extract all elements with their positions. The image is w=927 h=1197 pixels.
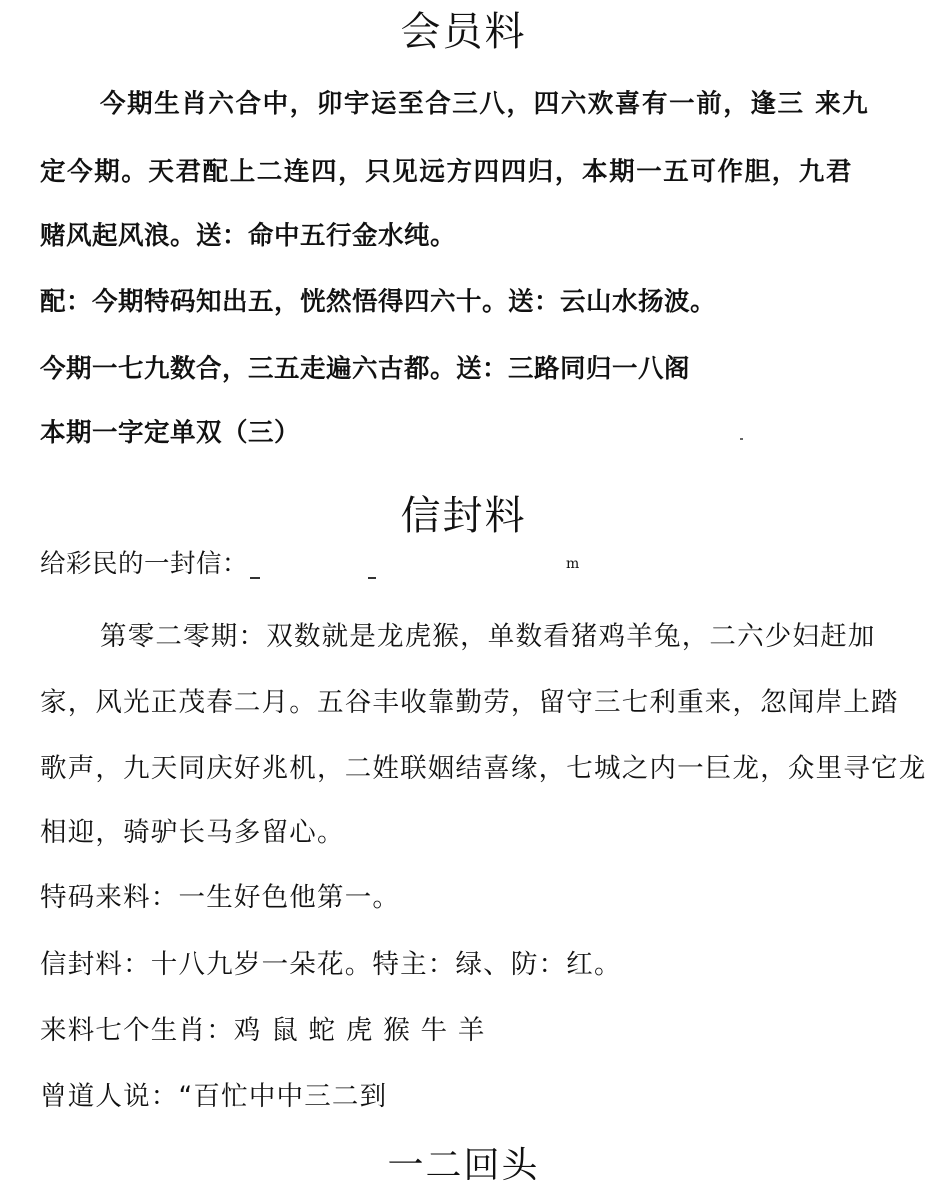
scan-speck bbox=[740, 438, 743, 440]
member-line-1: 今期生肖六合中，卯宇运至合三八，四六欢喜有一前，逢三 来九 bbox=[100, 89, 870, 119]
stray-mark: m bbox=[566, 556, 580, 572]
envelope-line-4: 相迎，骑驴长马多留心。 bbox=[40, 817, 345, 848]
member-section-title: 会员料 bbox=[400, 9, 527, 55]
envelope-line-1: 第零二零期：双数就是龙虎猴，单数看猪鸡羊兔，二六少妇赶加 bbox=[100, 621, 876, 652]
member-line-4: 配：今期特码知出五，恍然悟得四六十。送：云山水扬波。 bbox=[40, 287, 717, 317]
member-line-3: 赌风起风浪。送：命中五行金水纯。 bbox=[40, 221, 457, 251]
member-line-6: 本期一字定单双（三） bbox=[40, 418, 301, 448]
envelope-line-2: 家，风光正茂春二月。五谷丰收靠勤劳，留守三七利重来，忽闻岸上踏 bbox=[40, 687, 899, 718]
envelope-greeting: 给彩民的一封信： bbox=[40, 549, 249, 579]
envelope-section-title: 信封料 bbox=[400, 493, 527, 539]
member-line-2: 定今期。天君配上二连四，只见远方四四归，本期一五可作胆，九君 bbox=[40, 157, 854, 187]
member-line-5: 今期一七九数合，三五走遍六古都。送：三路同归一八阁 bbox=[40, 354, 691, 384]
envelope-line-5: 特码来料：一生好色他第一。 bbox=[40, 882, 401, 913]
scan-dash bbox=[368, 577, 376, 579]
envelope-line-8: 曾道人说：“百忙中中三二到 bbox=[40, 1081, 388, 1112]
footer-title: 一二回头 bbox=[387, 1145, 540, 1186]
envelope-line-6: 信封料：十八九岁一朵花。特主：绿、防：红。 bbox=[40, 949, 622, 980]
envelope-line-3: 歌声，九天同庆好兆机，二姓联姻结喜缘，七城之内一巨龙，众里寻它龙 bbox=[40, 753, 927, 784]
envelope-line-7: 来料七个生肖：鸡 鼠 蛇 虎 猴 牛 羊 bbox=[40, 1015, 486, 1046]
scan-dash bbox=[250, 577, 260, 579]
